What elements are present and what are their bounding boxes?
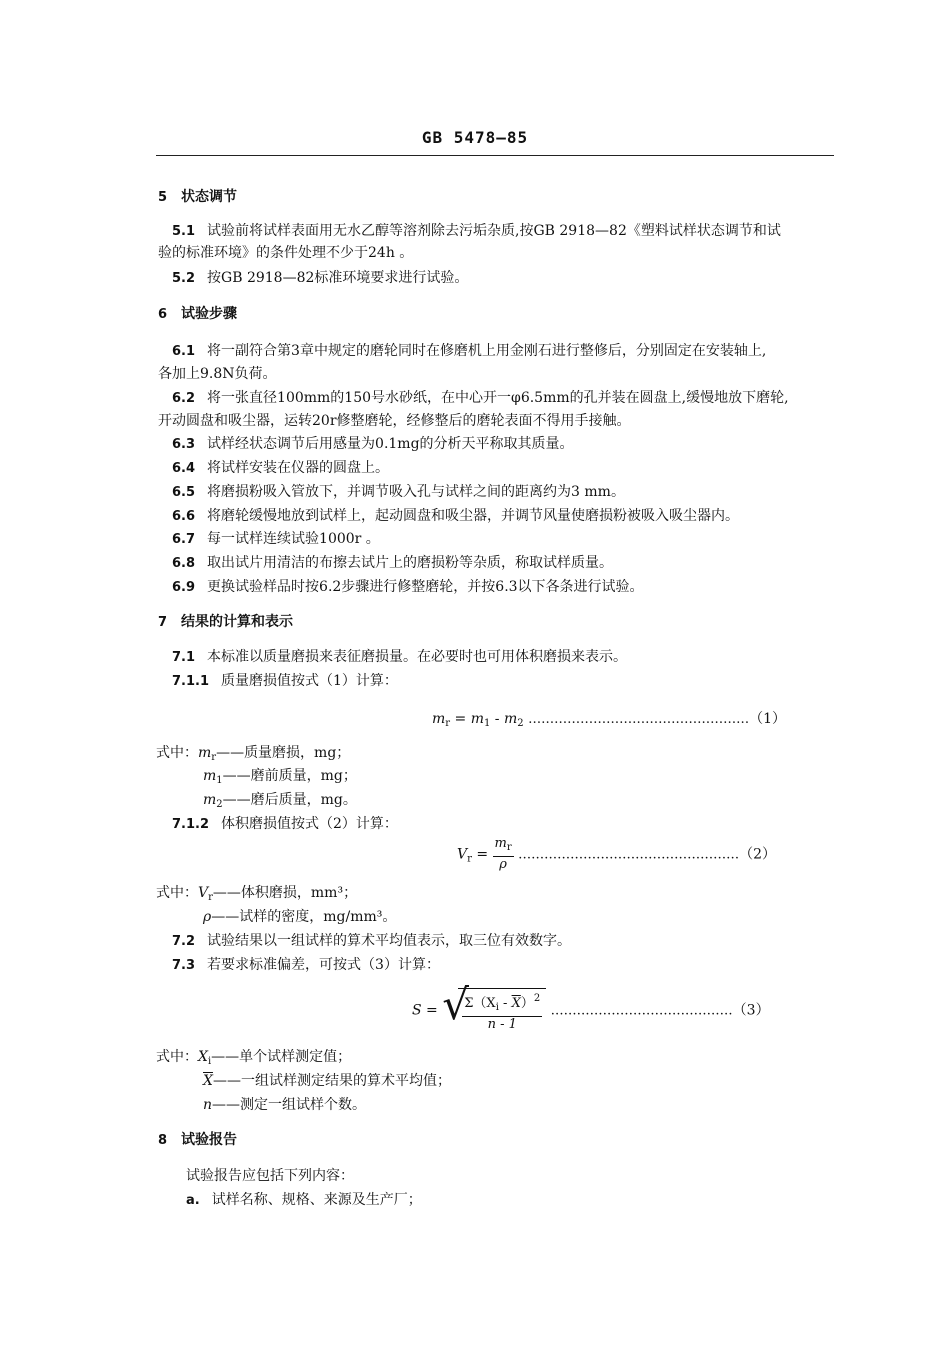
section-5-heading: 5 状态调节 [158,189,238,205]
clause-6-1-line1: 6.1 将一副符合第3章中规定的磨轮同时在修磨机上用金刚石进行整修后，分别固定在安装轴上, [172,343,767,359]
eq2-fraction: $\frac{m_r}{\rho}$ [494,836,512,872]
where-3-line1: 式中：$X_i——$单个试样测定值； [156,1049,352,1067]
clause-5-1-line1: 5.1 试验前将试样表面用无水乙醇等溶剂除去污垢杂质,按GB 2918—82《塑料试样状态调节和试 [172,223,781,239]
clause-7-2: 7.2 试验结果以一组试样的算术平均值表示，取三位有效数字。 [172,933,572,949]
equation-1: $m_r = m_1 - m_2$ ……………………………………………（1） [432,711,787,729]
clause-6-7: 6.7 每一试样连续试验1000r 。 [172,531,380,547]
clause-7-1-1: 7.1.1 质量磨损值按式（1）计算： [172,673,398,689]
clause-6-3: 6.3 试样经状态调节后用感量为0.1mg的分析天平称取其质量。 [172,436,574,452]
document-code-header: GB 5478—85 [421,128,529,147]
section-8-heading: 8 试验报告 [158,1132,238,1148]
where-1-line3: $m_2——$磨后质量，mg。 [203,792,357,810]
where-1-line1: 式中：$m_r——$质量磨损，mg； [156,745,351,763]
where-1-line2: $m_1——$磨前质量，mg； [203,768,357,786]
section-7-heading: 7 结果的计算和表示 [158,614,294,630]
eq3-sqrt: √ $\frac{\Sigma(X_i - \overline{X})^2}{n - 1}$ [442,988,546,1033]
where-2-line2: ρ——试样的密度，mg/mm³。 [203,909,397,925]
where-3-line3: n——测定一组试样个数。 [203,1097,367,1113]
section-8-item-a: a. 试样名称、规格、来源及生产厂； [186,1192,422,1208]
clause-7-3: 7.3 若要求标准偏差，可按式（3）计算： [172,957,440,973]
section-8-intro: 试验报告应包括下列内容： [186,1168,354,1184]
where-3-line2: $\overline{X}——$一组试样测定结果的算术平均值； [203,1073,451,1089]
header-rule [156,155,834,156]
clause-6-6: 6.6 将磨轮缓慢地放到试样上，起动圆盘和吸尘器，并调节风量使磨损粉被吸入吸尘器内。 [172,508,740,524]
equation-2: $V_r$ = $\frac{m_r}{\rho}$ ……………………………………………（2） [457,836,777,872]
clause-6-9: 6.9 更换试验样品时按6.2步骤进行修整磨轮，并按6.3以下各条进行试验。 [172,579,644,595]
equation-3: S = √ $\frac{\Sigma(X_i - \overline{X})^2}{n - 1}$ ……………………………………（3） [412,980,770,1032]
clause-6-1-line2: 各加上9.8N负荷。 [158,366,277,382]
clause-7-1: 7.1 本标准以质量磨损来表征磨损量。在必要时也可用体积磨损来表示。 [172,649,628,665]
clause-6-8: 6.8 取出试片用清洁的布擦去试片上的磨损粉等杂质，称取试样质量。 [172,555,614,571]
clause-5-1-line2: 验的标准环境》的条件处理不少于24h 。 [158,245,414,261]
clause-5-2: 5.2 按GB 2918—82标准环境要求进行试验。 [172,270,469,286]
clause-6-5: 6.5 将磨损粉吸入管放下，并调节吸入孔与试样之间的距离约为3 mm。 [172,484,625,500]
clause-7-1-2: 7.1.2 体积磨损值按式（2）计算： [172,816,398,832]
clause-6-2-line1: 6.2 将一张直径100mm的150号水砂纸，在中心开一φ6.5mm的孔并装在圆盘上,缓慢地放下磨轮, [172,390,789,406]
clause-6-2-line2: 开动圆盘和吸尘器，运转20r修整磨轮，经修整后的磨轮表面不得用手接触。 [158,413,631,429]
clause-6-4: 6.4 将试样安装在仪器的圆盘上。 [172,460,390,476]
where-2-line1: 式中：$V_r——$体积磨损，mm³； [156,885,358,903]
section-6-heading: 6 试验步骤 [158,306,238,322]
